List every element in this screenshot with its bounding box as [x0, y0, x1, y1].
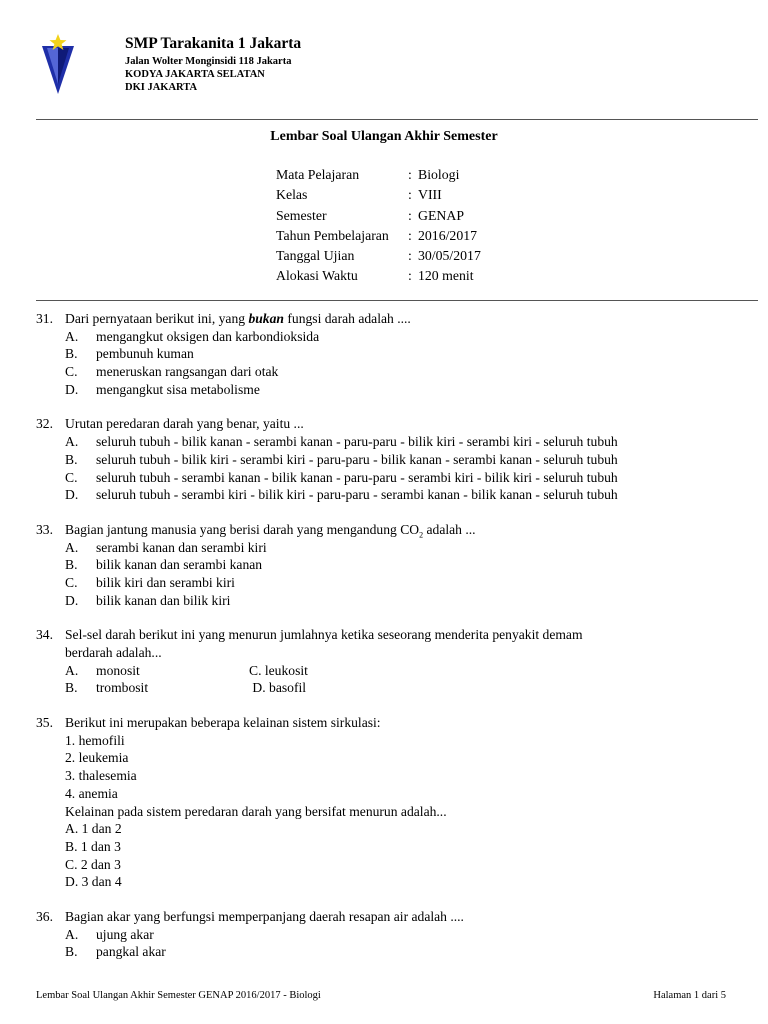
- question-text: Bagian akar yang berfungsi memperpanjang daerah resapan air adalah ....: [65, 908, 464, 924]
- info-label: Kelas: [276, 187, 308, 203]
- question-text-cont: berdarah adalah...: [65, 645, 162, 660]
- option: C. seluruh tubuh - serambi kanan - bilik kanan - paru-paru - serambi kiri - bilik kiri - seluruh tubuh: [65, 469, 618, 485]
- option: B. 1 dan 3: [65, 838, 121, 854]
- info-value: Biologi: [418, 167, 460, 182]
- question-text: Urutan peredaran darah yang benar, yaitu ...: [65, 416, 304, 432]
- question-text: Bagian jantung manusia yang berisi darah yang mengandung $CO_2$ adalah ...: [65, 521, 476, 540]
- question-32: [36, 415, 758, 503]
- exam-info-table: [276, 165, 481, 287]
- question-36: [36, 908, 758, 961]
- question-prompt: Kelainan pada sistem peredaran darah yang bersifat menurun adalah...: [65, 803, 447, 819]
- info-separator: :: [408, 268, 412, 284]
- question-number: 33.: [36, 521, 53, 537]
- info-row: [276, 226, 481, 246]
- list-item: 1. hemofili: [65, 732, 125, 748]
- question-text: Berikut ini merupakan beberapa kelainan sistem sirkulasi:: [65, 715, 381, 731]
- info-label: Semester: [276, 207, 327, 223]
- info-separator: :: [408, 167, 412, 182]
- option: C. bilik kiri dan serambi kiri: [65, 574, 235, 590]
- header-divider: [36, 119, 758, 120]
- question-number: 35.: [36, 715, 53, 731]
- info-row: [276, 165, 481, 185]
- school-header: [125, 36, 301, 94]
- document-title: Lembar Soal Ulangan Akhir Semester: [270, 129, 498, 144]
- school-province: DKI JAKARTA: [125, 81, 198, 93]
- option: B. pembunuh kuman: [65, 346, 194, 362]
- question-34: [36, 626, 758, 697]
- question-number: 36.: [36, 908, 53, 924]
- question-35: [36, 714, 758, 891]
- option: D. 3 dan 4: [65, 874, 122, 890]
- page-footer: [36, 990, 726, 1001]
- info-separator: :: [408, 227, 412, 243]
- info-separator: :: [408, 207, 412, 223]
- list-item: 4. anemia: [65, 785, 118, 801]
- info-separator: :: [408, 187, 412, 203]
- option: A. ujung akar: [65, 926, 154, 942]
- info-row: [276, 266, 481, 286]
- info-value: VIII: [418, 187, 442, 203]
- info-value: 2016/2017: [418, 227, 478, 243]
- option: A. serambi kanan dan serambi kiri: [65, 539, 267, 555]
- school-logo-icon: [38, 34, 78, 96]
- question-number: 34.: [36, 627, 53, 643]
- option: B. seluruh tubuh - bilik kiri - serambi kiri - paru-paru - bilik kanan - serambi kanan - seluruh tubuh: [65, 451, 618, 467]
- info-row: [276, 185, 481, 205]
- option-row: [36, 679, 758, 697]
- school-district: KODYA JAKARTA SELATAN: [125, 68, 265, 80]
- option: C. 2 dan 3: [65, 856, 121, 872]
- question-31: [36, 310, 758, 398]
- info-label: Tahun Pembelajaran: [276, 227, 389, 243]
- option: C. leukosit: [249, 662, 308, 678]
- list-item: 2. leukemia: [65, 750, 129, 766]
- info-row: [276, 246, 481, 266]
- question-number: 31.: [36, 311, 53, 326]
- question-33: [36, 521, 758, 609]
- info-value: GENAP: [418, 207, 464, 223]
- info-row: [276, 206, 481, 226]
- footer-document-label: Lembar Soal Ulangan Akhir Semester GENAP 2016/2017 - Biologi: [36, 990, 321, 1001]
- info-label: Alokasi Waktu: [276, 268, 358, 284]
- option: C. meneruskan rangsangan dari otak: [65, 364, 279, 380]
- option: D. basofil: [252, 680, 307, 696]
- question-number: 32.: [36, 416, 53, 432]
- question-list: [36, 310, 758, 978]
- option: B. trombosit: [65, 680, 149, 696]
- option: D. mengangkut sisa metabolisme: [65, 381, 260, 397]
- page-number: Halaman 1 dari 5: [653, 990, 726, 1001]
- option: A. monosit: [65, 662, 140, 678]
- option: D. bilik kanan dan bilik kiri: [65, 592, 231, 608]
- info-value: 30/05/2017: [418, 248, 481, 264]
- info-divider: [36, 300, 758, 301]
- option: B. pangkal akar: [65, 944, 166, 960]
- list-item: 3. thalesemia: [65, 768, 137, 784]
- option: A. 1 dan 2: [65, 821, 122, 837]
- option: B. bilik kanan dan serambi kanan: [65, 557, 263, 573]
- info-label: Tanggal Ujian: [276, 248, 355, 264]
- school-name: SMP Tarakanita 1 Jakarta: [125, 35, 302, 52]
- info-label: Mata Pelajaran: [276, 167, 360, 182]
- option-row: [36, 662, 758, 680]
- option: A. seluruh tubuh - bilik kanan - serambi kanan - paru-paru - bilik kiri - serambi kiri - seluruh tubuh: [65, 434, 618, 450]
- option: D. seluruh tubuh - serambi kiri - bilik kiri - paru-paru - serambi kanan - bilik kanan - seluruh tubuh: [65, 487, 618, 503]
- info-separator: :: [408, 248, 412, 264]
- option: A. mengangkut oksigen dan karbondioksida: [65, 328, 320, 344]
- school-address: Jalan Wolter Monginsidi 118 Jakarta: [125, 55, 292, 67]
- question-text: Dari pernyataan berikut ini, yang bukan fungsi darah adalah ....: [65, 311, 411, 326]
- info-value: 120 menit: [418, 268, 474, 284]
- emphasis-word: bukan: [248, 311, 284, 326]
- question-text: Sel-sel darah berikut ini yang menurun jumlahnya ketika seseorang menderita penyakit demam: [65, 627, 583, 643]
